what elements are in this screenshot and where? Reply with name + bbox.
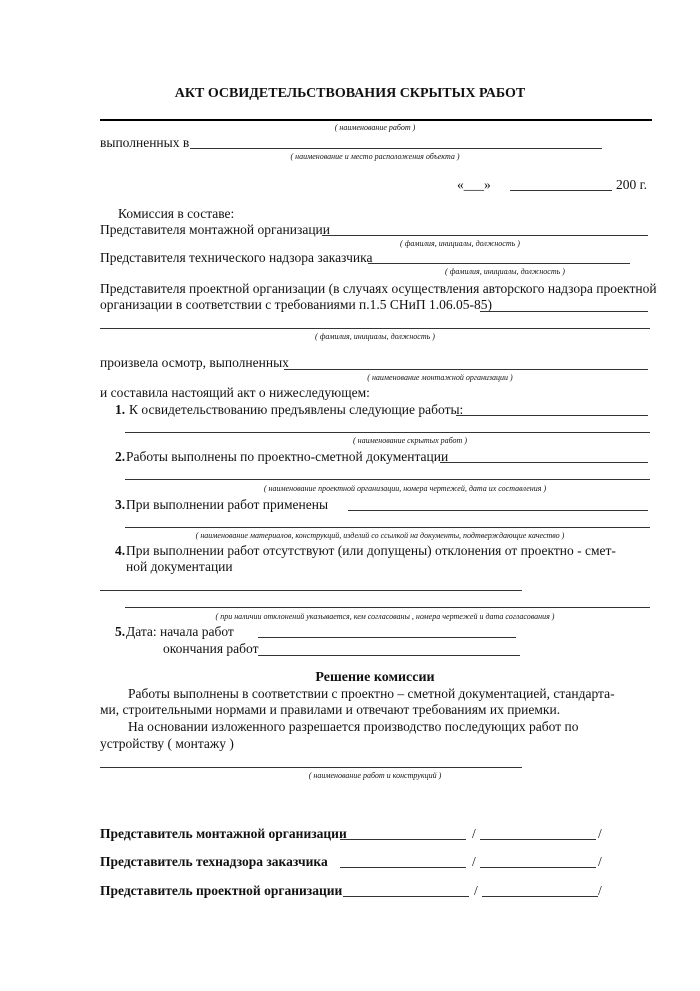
sign-tech-slash-1: / xyxy=(472,854,476,869)
sign-tech-signature-line[interactable] xyxy=(340,867,466,868)
sign-project-name-line[interactable] xyxy=(482,896,598,897)
sign-tech-slash-2: / xyxy=(598,854,602,869)
date-month-line[interactable] xyxy=(510,190,612,191)
item4-number: 4. xyxy=(115,543,126,558)
item4-text-1: При выполнении работ отсутствуют (или допущены) отклонения от проектно - смет- xyxy=(126,543,616,558)
caption-materials: ( наименование материалов, конструкций, изделий со ссылкой на документы, подтверждающие качество ) xyxy=(195,531,565,540)
sign-tech-name-line[interactable] xyxy=(480,867,596,868)
caption-fio-2: ( фамилия, инициалы, должность ) xyxy=(445,267,565,276)
compiled-label: и составила настоящий акт о нижеследующем: xyxy=(100,385,370,400)
item3-line-b[interactable] xyxy=(125,527,650,528)
caption-work-name: ( наименование работ ) xyxy=(334,123,416,132)
sign-project-label: Представитель проектной организации xyxy=(100,883,343,898)
item5-end-label: окончания работ xyxy=(163,641,259,656)
works-line[interactable] xyxy=(100,767,522,768)
rep-tech-line[interactable] xyxy=(368,263,630,264)
rep-project-line-1: Представителя проектной организации (в случаях осуществления авторского надзора проектной xyxy=(100,281,657,296)
rep-montage-line[interactable] xyxy=(322,235,648,236)
item5-start-label: Дата: начала работ xyxy=(126,624,234,639)
item2-line-b[interactable] xyxy=(125,479,650,480)
item5-number: 5. xyxy=(115,624,126,639)
inspected-label: произвела осмотр, выполненных xyxy=(100,355,289,370)
item4-line-b[interactable] xyxy=(125,607,650,608)
item1-label: К освидетельствованию предъявлены следующие работы: xyxy=(129,402,464,417)
caption-deviations: ( при наличии отклонений указывается, кем согласованы , номера чертежей и дата согласования ) xyxy=(215,612,555,621)
item2-label: Работы выполнены по проектно-сметной документации xyxy=(126,449,449,464)
caption-fio-3: ( фамилия, инициалы, должность ) xyxy=(315,332,435,341)
caption-fio-1: ( фамилия, инициалы, должность ) xyxy=(400,239,520,248)
item1-line-a[interactable] xyxy=(456,415,648,416)
decision-text-2: ми, строительными нормами и правилами и отвечают требованиям их приемки. xyxy=(100,702,561,717)
decision-text-3: На основании изложенного разрешается производство последующих работ по xyxy=(128,719,579,734)
sign-project-slash-2: / xyxy=(598,883,602,898)
decision-title: Решение комиссии xyxy=(315,670,435,685)
title-rule xyxy=(100,119,652,121)
sign-montage-name-line[interactable] xyxy=(480,839,596,840)
object-line[interactable] xyxy=(190,148,602,149)
date-year: 200 г. xyxy=(616,177,648,192)
rep-tech-label: Представителя технического надзора заказчика xyxy=(100,250,373,265)
inspected-line[interactable] xyxy=(284,369,648,370)
caption-project-docs: ( наименование проектной организации, номера чертежей, дата их составления ) xyxy=(263,484,547,493)
item3-label: При выполнении работ применены xyxy=(126,497,329,512)
item4-text-2: ной документации xyxy=(126,559,233,574)
date-day[interactable]: «___» xyxy=(457,177,491,192)
rep-project-line-a[interactable] xyxy=(480,311,648,312)
start-date-line[interactable] xyxy=(258,637,516,638)
rep-project-line-b[interactable] xyxy=(100,328,650,329)
item3-line-a[interactable] xyxy=(348,510,648,511)
rep-montage-label: Представителя монтажной организации xyxy=(100,222,330,237)
sign-tech-label: Представитель технадзора заказчика xyxy=(100,854,328,869)
rep-project-line-2: организации в соответствии с требованиями п.1.5 СНиП 1.06.05-85) xyxy=(100,297,492,312)
item2-number: 2. xyxy=(115,449,126,464)
caption-hidden-works: ( наименование скрытых работ ) xyxy=(352,436,467,445)
end-date-line[interactable] xyxy=(258,655,520,656)
caption-object: ( наименование и место расположения объекта ) xyxy=(290,152,460,161)
item3-number: 3. xyxy=(115,497,126,512)
item1-number: 1. xyxy=(115,402,126,417)
decision-text-4: устройству ( монтажу ) xyxy=(100,736,234,751)
document-title: АКТ ОСВИДЕТЕЛЬСТВОВАНИЯ СКРЫТЫХ РАБОТ xyxy=(174,86,526,101)
caption-works: ( наименование работ и конструкций ) xyxy=(308,771,442,780)
item4-line-a[interactable] xyxy=(100,590,522,591)
caption-montage-org: ( наименование монтажной организации ) xyxy=(367,373,513,382)
sign-montage-signature-line[interactable] xyxy=(340,839,466,840)
sign-montage-slash-1: / xyxy=(472,826,476,841)
commission-label: Комиссия в составе: xyxy=(118,206,235,221)
performed-in-label: выполненных в xyxy=(100,135,190,150)
sign-montage-label: Представитель монтажной организации xyxy=(100,826,347,841)
item1-line-b[interactable] xyxy=(125,432,650,433)
item2-line-a[interactable] xyxy=(440,462,648,463)
sign-project-slash-1: / xyxy=(474,883,478,898)
decision-text-1: Работы выполнены в соответствии с проектно – сметной документацией, стандарта- xyxy=(128,686,615,701)
sign-project-signature-line[interactable] xyxy=(343,896,469,897)
sign-montage-slash-2: / xyxy=(598,826,602,841)
